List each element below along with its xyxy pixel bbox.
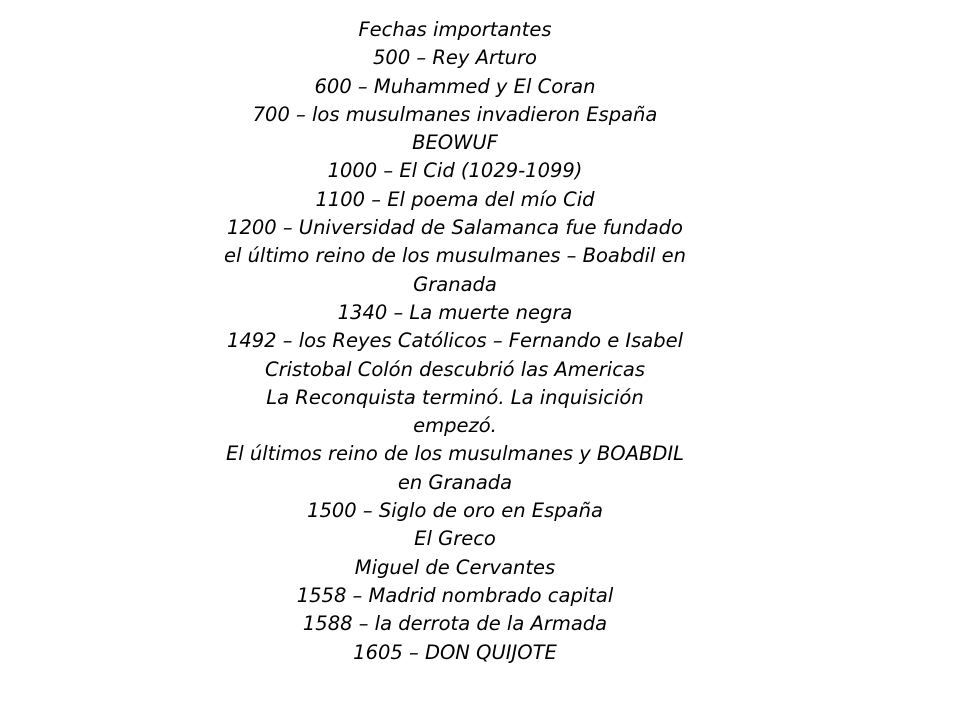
- timeline-line: 600 – Muhammed y El Coran: [314, 74, 596, 98]
- timeline-line: 1500 – Siglo de oro en España: [307, 499, 603, 523]
- timeline-line: BEOWUF: [412, 131, 498, 155]
- timeline-line: empezó.: [413, 414, 497, 438]
- timeline-line: 1588 – la derrota de la Armada: [302, 612, 608, 636]
- timeline-line: Granada: [413, 272, 497, 296]
- timeline-line: 700 – los musulmanes invadieron España: [252, 102, 658, 126]
- timeline-line: El últimos reino de los musulmanes y BOABDIL: [225, 442, 685, 466]
- timeline-line: el último reino de los musulmanes – Boabdil en: [223, 244, 687, 268]
- timeline-line: 1200 – Universidad de Salamanca fue fundado: [227, 216, 683, 240]
- timeline-line: 1558 – Madrid nombrado capital: [296, 583, 614, 607]
- timeline-text: [150, 16, 760, 667]
- timeline-line: en Granada: [397, 470, 513, 494]
- timeline-line: Cristobal Colón descubrió las Americas: [264, 357, 646, 381]
- timeline-line: 500 – Rey Arturo: [373, 46, 537, 70]
- timeline-line: 1100 – El poema del mío Cid: [315, 187, 595, 211]
- timeline-line: 1605 – DON QUIJOTE: [353, 640, 557, 664]
- timeline-line: El Greco: [414, 527, 496, 551]
- timeline-line: Miguel de Cervantes: [354, 555, 556, 579]
- timeline-line: La Reconquista terminó. La inquisición: [266, 385, 644, 409]
- timeline-line: 1492 – los Reyes Católicos – Fernando e Isabel: [226, 329, 684, 353]
- slide-title: Fechas importantes: [358, 18, 552, 41]
- timeline-line: 1340 – La muerte negra: [337, 300, 573, 324]
- timeline-line: 1000 – El Cid (1029-1099): [327, 159, 583, 183]
